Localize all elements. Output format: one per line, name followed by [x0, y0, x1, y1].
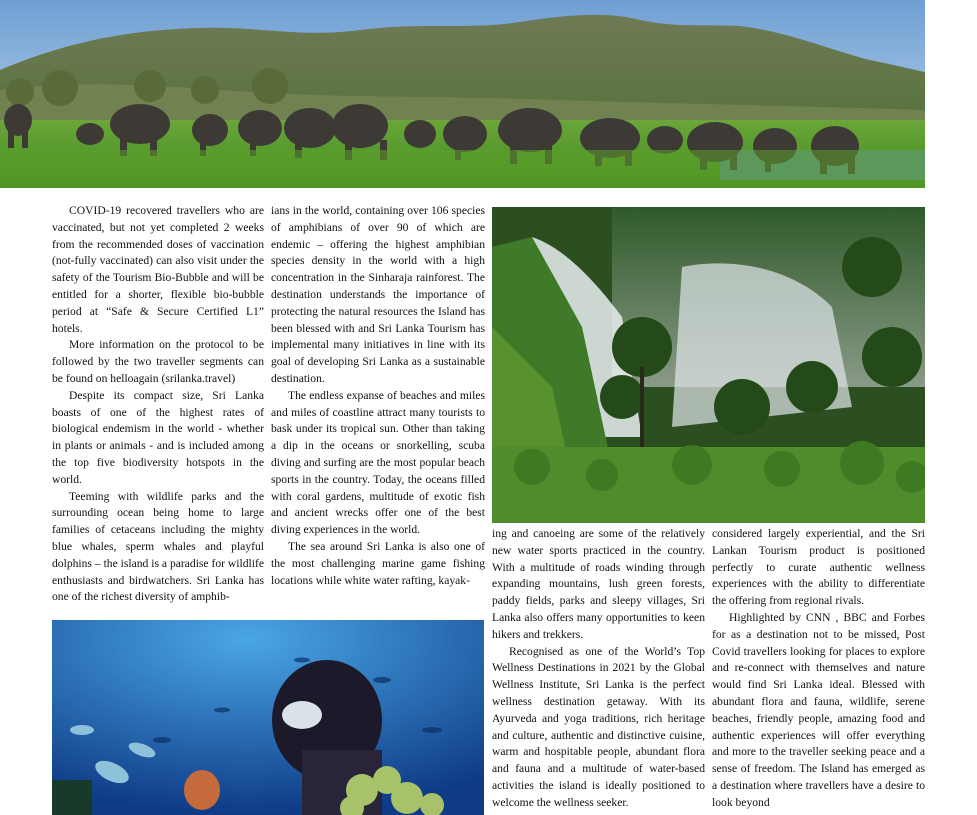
waterfall-photo — [492, 207, 925, 523]
article-column-4 — [712, 526, 925, 812]
paragraph-continued: considered largely experiential, and the Sri Lankan Tourism product is positioned perfectly to curate authentic wellness experiences with the ability to differentiate the offering from regional rivals. — [712, 527, 925, 608]
paragraph: The endless expanse of beaches and miles and miles of coastline attract many tourists to bask under its tropical sun. Other than taking a dip in the oceans or snorkelling, scuba diving and surfing are the most popular beach sports in the country. Today, the oceans filled with coral gardens, multitude of exotic fish and ancient wrecks offer one of the best diving experiences in the world. — [271, 388, 485, 537]
elephant-herd-photo — [0, 0, 925, 188]
article-column-3 — [492, 526, 705, 812]
scuba-diver-photo — [52, 620, 484, 815]
paragraph: Recognised as one of the World’s Top Wellness Destinations in 2021 by the Global Wellness Institute, Sri Lanka is the perfect wellness destination getaway. With its Ayurveda and yoga traditions, rich heritage and culture, authentic and distinctive cuisine, warm and hospitable people, abundant flora and fauna and a multitude of water-based activities the island is ideally positioned to welcome the wellness seeker. — [492, 644, 705, 809]
paragraph: The sea around Sri Lanka is also one of the most challenging marine game fishing locations while white water rafting, kayak- — [271, 539, 485, 587]
paragraph: Despite its compact size, Sri Lanka boasts of one of the highest rates of biological endemism in the world - whether in plants or animals - and is included among the top five biodiversity hotspots in the world. — [52, 388, 264, 486]
paragraph: COVID-19 recovered travellers who are vaccinated, but not yet completed 2 weeks from the recommended doses of vaccination (not-fully vaccinated) can also visit under the safety of the Tourism Bio-Bubble and will be entitled for a shorter, flexible bio-bubble period at “Safe & Secure Certified L1” hotels. — [52, 204, 264, 335]
article-column-1 — [52, 203, 264, 606]
paragraph: Highlighted by CNN , BBC and Forbes for as a destination not to be missed, Post Covid travellers looking for places to explore and re-connect with themselves and nature would find Sri Lanka ideal. Blessed with abundant flora and fauna, wildlife, serene beaches, friendly people, amazing food and authentic experiences will offer everything and more to the traveller seeking peace and a sense of freedom. The Island has emerged as a destination where travellers have a desire to look beyond — [712, 610, 925, 809]
paragraph: More information on the protocol to be followed by the two traveller segments can be found on helloagain (srilanka.travel) — [52, 338, 264, 385]
paragraph-continued: ians in the world, containing over 106 species of amphibians of over 90 of which are endemic – offering the highest amphibian species density in the world with a high concentration in the Sinharaja rainforest. The destination understands the importance of protecting the natural resources the Island has been blessed with and Sri Lanka Tourism has implemental many initiatives in line with its goal of developing Sri Lanka as a sustainable destination. — [271, 204, 485, 385]
paragraph-continued: ing and canoeing are some of the relatively new water sports practiced in the country. With a multitude of roads winding through expanding mountains, lush green forests, paddy fields, parks and sleepy villages, Sri Lanka also offers many opportunities to keen hikers and trekkers. — [492, 527, 705, 641]
paragraph: Teeming with wildlife parks and the surrounding ocean being home to large families of cetaceans including the mighty blue whales, sperm whales and playful dolphins – the island is a paradise for wildlife enthusiasts and birdwatchers. Sri Lanka has one of the richest diversity of amphib- — [52, 489, 264, 604]
article-column-2 — [271, 203, 485, 589]
